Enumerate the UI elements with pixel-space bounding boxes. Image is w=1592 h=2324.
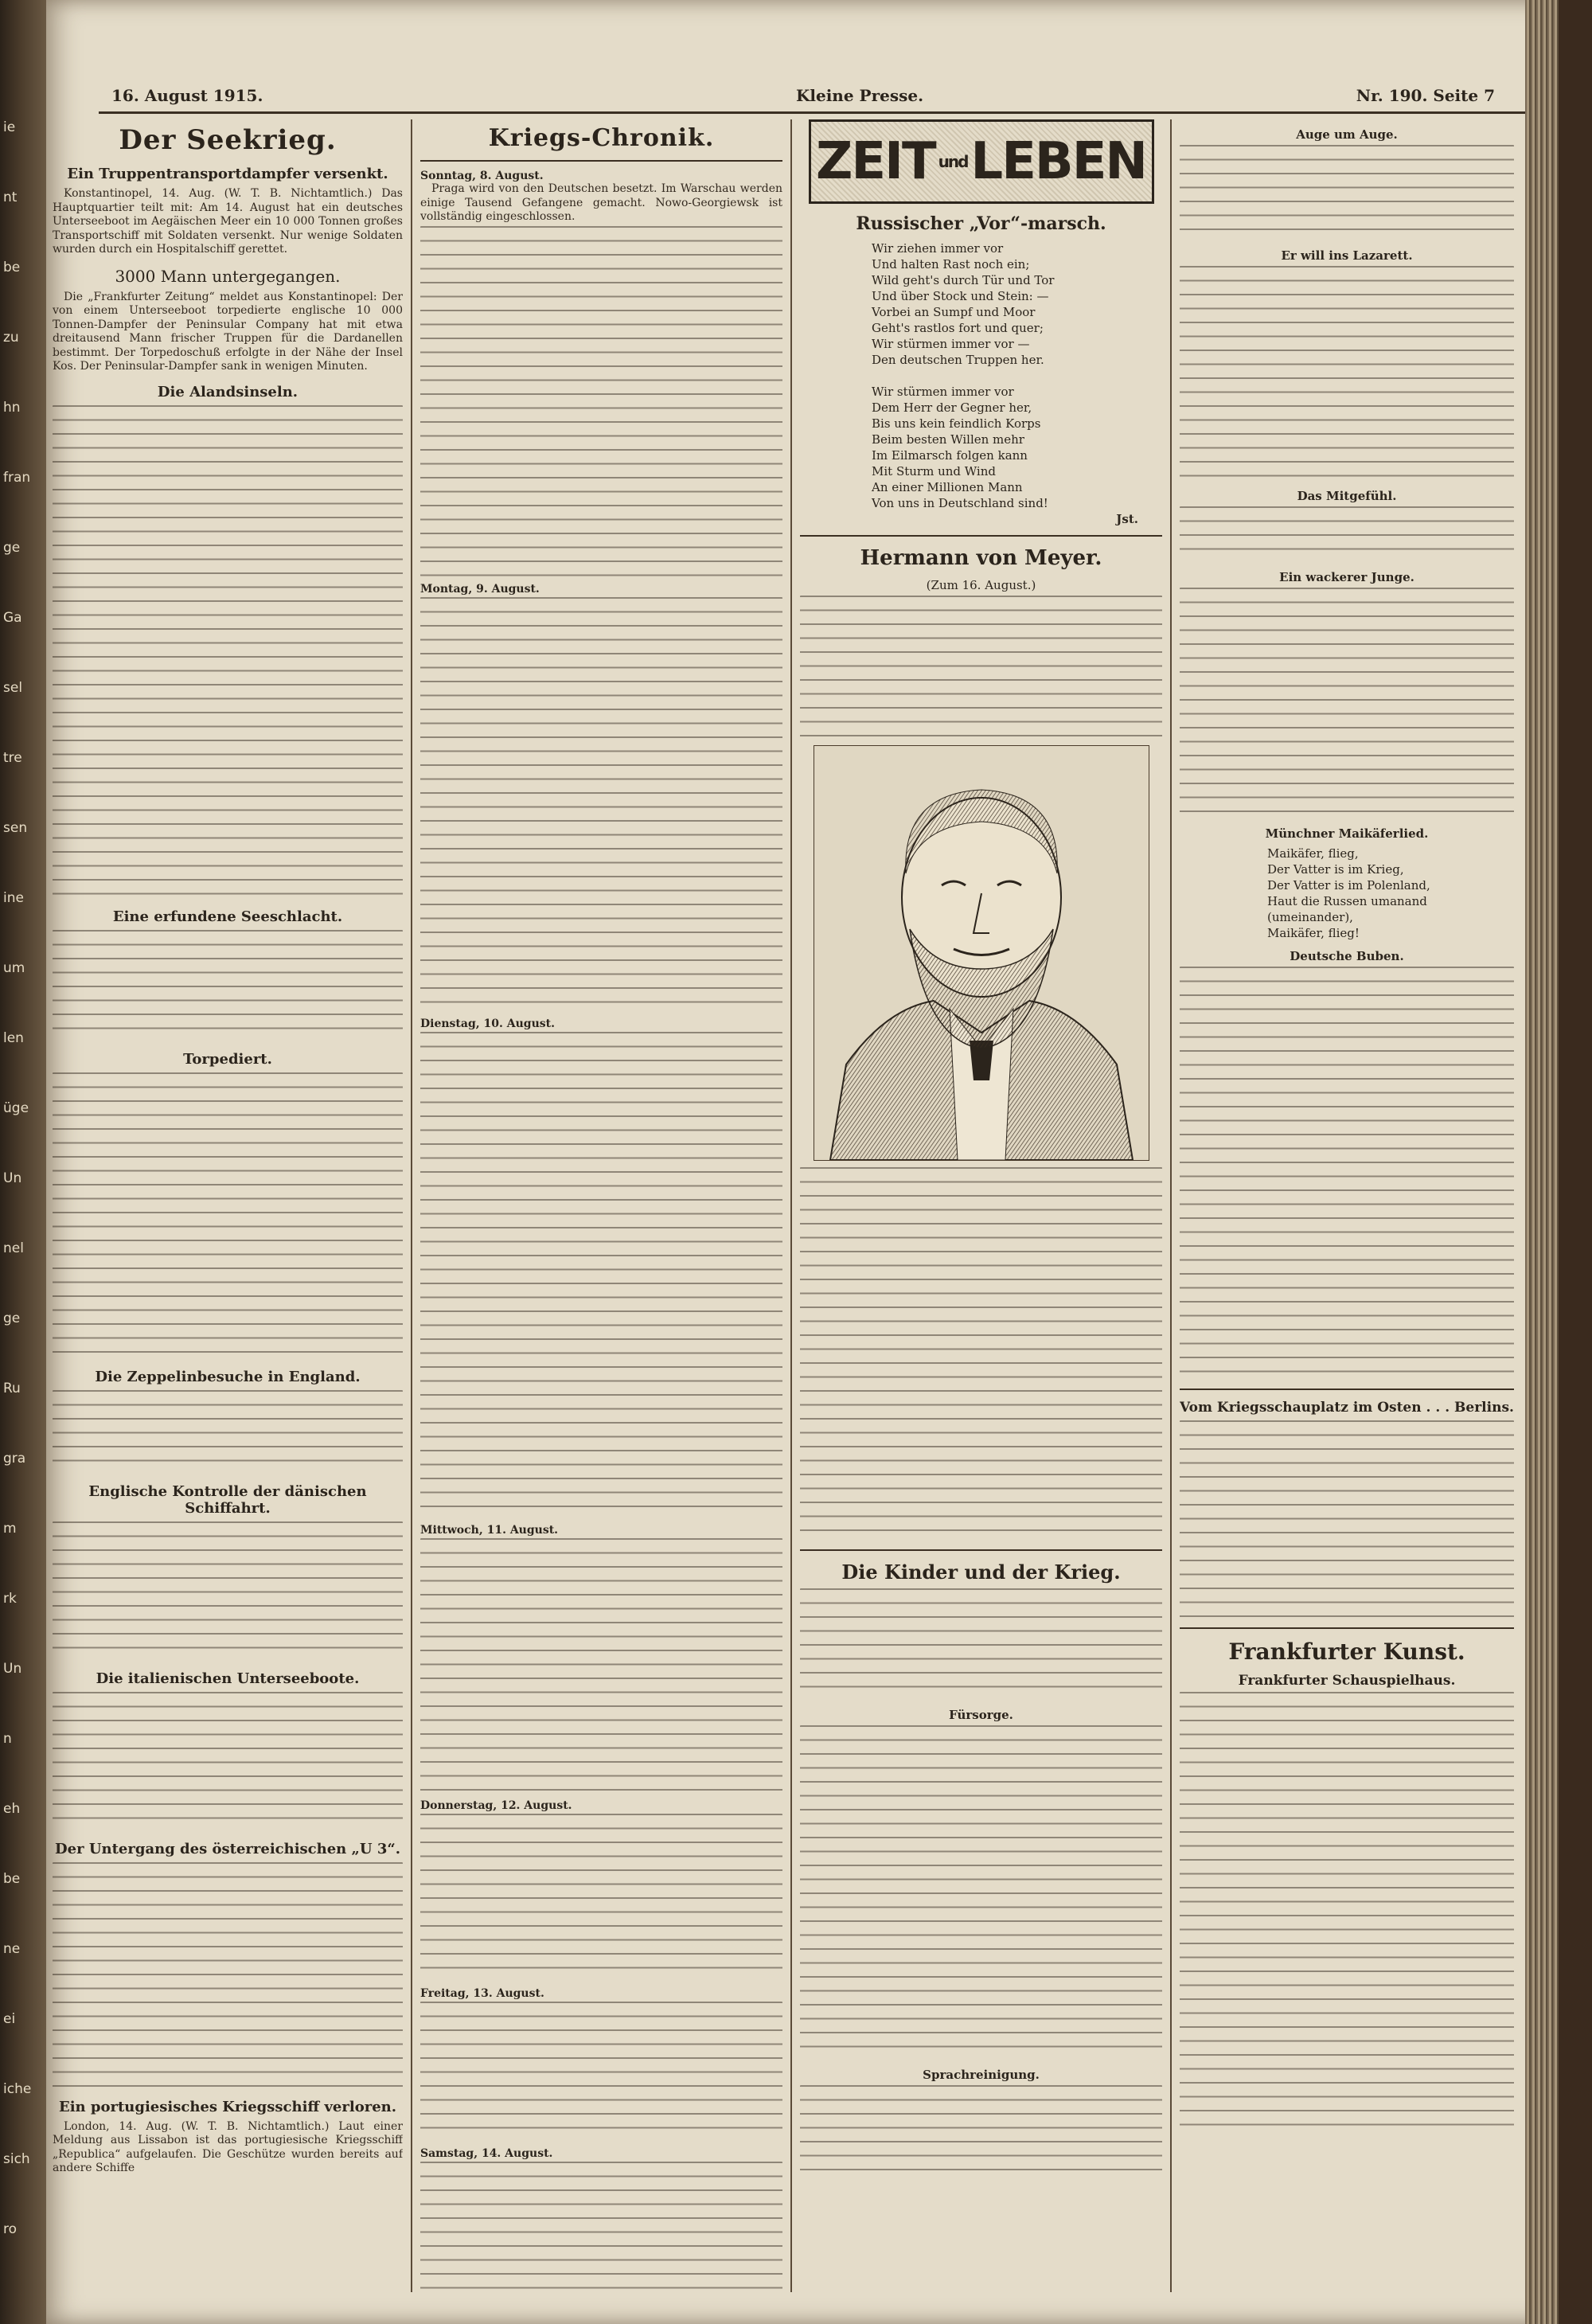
binding-text-fragment: ie: [3, 119, 16, 135]
poem-line: Geht's rastlos fort und quer;: [872, 321, 1044, 335]
binding-text-fragment: ine: [3, 890, 24, 906]
poem-line: Wir stürmen immer vor —: [872, 337, 1030, 351]
headline-torpediert: Torpediert.: [183, 1050, 272, 1068]
poem-line: Der Vatter is im Krieg,: [1267, 862, 1404, 877]
section-title-seekrieg: Der Seekrieg.: [119, 124, 337, 156]
headline-portugiesisches-kriegsschiff: Ein portugiesisches Kriegsschiff verloren.: [59, 2098, 396, 2115]
subhead-sprachreinigung: Sprachreinigung.: [923, 2068, 1040, 2082]
article-alandsinseln: [53, 405, 403, 899]
poem-line: Mit Sturm und Wind: [872, 464, 996, 478]
chronik-date-montag: Montag, 9. August.: [420, 582, 540, 596]
header-paper-name: Kleine Presse.: [796, 86, 924, 105]
page-header: [102, 80, 1527, 110]
article-lazarett: [1180, 266, 1514, 481]
section-title-kriegs-chronik: Kriegs-Chronik.: [488, 124, 715, 152]
column-feuilleton: [1180, 119, 1514, 2292]
headline-frankfurter-kunst: Frankfurter Kunst.: [1228, 1639, 1465, 1665]
headline-italienische-unterseeboote: Die italienischen Unterseeboote.: [96, 1670, 360, 1687]
chronik-date-sonntag: Sonntag, 8. August.: [420, 170, 544, 182]
poem-line: Den deutschen Truppen her.: [872, 353, 1044, 367]
chronik-entries-dienstag: [420, 1032, 782, 1517]
poem-line: Und halten Rast noch ein;: [872, 257, 1030, 271]
poem-line: Vorbei an Sumpf und Moor: [872, 305, 1036, 319]
section-rule: [1180, 1389, 1514, 1390]
poem-line: Wild geht's durch Tür und Tor: [872, 273, 1055, 287]
poem-title-vor-marsch: Russischer „Vor“-marsch.: [856, 213, 1106, 234]
article-kriegsschauplatz-osten: [1180, 1420, 1514, 1619]
subhead-maikaeferlied: Münchner Maikäferlied.: [1265, 826, 1429, 841]
binding-text-fragment: iche: [3, 2081, 32, 2097]
header-rule: [99, 111, 1532, 114]
section-rule: [1180, 1627, 1514, 1629]
portrait-drawing: [814, 746, 1149, 1160]
binding-text-fragment: be: [3, 1871, 21, 1887]
binding-text-fragment: Un: [3, 1661, 22, 1677]
poem-line: Bis uns kein feindlich Korps: [872, 416, 1041, 431]
headline-truppentransport: Ein Truppentransportdampfer versenkt.: [67, 166, 388, 182]
subheadline-schauspielhaus: Frankfurter Schauspielhaus.: [1238, 1673, 1456, 1689]
masthead-word-zeit: ZEIT: [816, 132, 935, 191]
header-date: 16. August 1915.: [111, 86, 263, 105]
headline-3000-mann: 3000 Mann untergegangen.: [115, 266, 341, 286]
column-seekrieg: [53, 119, 403, 2292]
poem-line: Von uns in Deutschland sind!: [872, 496, 1048, 510]
binding-text-fragment: ge: [3, 540, 21, 556]
column-divider: [1170, 119, 1172, 2292]
column-divider: [790, 119, 792, 2292]
article-kinder-und-krieg-intro: [800, 1588, 1162, 1700]
headline-kinder-und-krieg: Die Kinder und der Krieg.: [841, 1560, 1121, 1584]
chronik-date-freitag: Freitag, 13. August.: [420, 1986, 544, 2000]
poem-line: Maikäfer, flieg!: [1267, 926, 1360, 940]
binding-text-fragment: ei: [3, 2011, 16, 2027]
article-auge-um-auge: [1180, 145, 1514, 240]
binding-text-fragment: rk: [3, 1591, 17, 1607]
headline-alandsinseln: Die Alandsinseln.: [157, 383, 298, 400]
subhead-wackerer-junge: Ein wackerer Junge.: [1279, 570, 1414, 584]
article-englische-kontrolle: [53, 1521, 403, 1661]
poem-line: Wir ziehen immer vor: [872, 241, 1004, 256]
column-kriegs-chronik: [420, 119, 782, 2292]
binding-text-fragment: m: [3, 1521, 17, 1537]
poem-line: Dem Herr der Gegner her,: [872, 400, 1032, 415]
binding-text-fragment: um: [3, 960, 25, 976]
headline-erfundene-seeschlacht: Eine erfundene Seeschlacht.: [112, 908, 343, 925]
section-rule: [420, 160, 782, 162]
newspaper-page: [46, 0, 1559, 2324]
article-wackerer-junge: [1180, 588, 1514, 818]
poem-line: Und über Stock und Stein: —: [872, 289, 1049, 303]
subhead-lazarett: Er will ins Lazarett.: [1281, 248, 1413, 263]
binding-text-fragment: Ru: [3, 1381, 21, 1396]
binding-text-fragment: zu: [3, 330, 19, 346]
binding-text-fragment: eh: [3, 1801, 21, 1817]
binding-text-fragment: fran: [3, 470, 31, 486]
headline-kriegsschauplatz-osten: Vom Kriegsschauplatz im Osten . . . Berlins.: [1180, 1400, 1514, 1416]
masthead-zeit-und-leben: [809, 119, 1154, 204]
subhead-fuersorge: Fürsorge.: [949, 1708, 1013, 1722]
headline-hermann-von-meyer: Hermann von Meyer.: [860, 546, 1102, 570]
article-untergang-u3: [53, 1862, 403, 2089]
poem-line: Im Eilmarsch folgen kann: [872, 448, 1028, 463]
chronik-date-dienstag: Dienstag, 10. August.: [420, 1017, 555, 1030]
chronik-date-mittwoch: Mittwoch, 11. August.: [420, 1523, 559, 1537]
book-binding: [0, 0, 46, 2324]
poem-line: Beim besten Willen mehr: [872, 432, 1024, 447]
book-page-edges: [1525, 0, 1559, 2324]
headline-englische-kontrolle: Englische Kontrolle der dänischen Schiffahrt.: [88, 1482, 367, 1517]
binding-text-fragment: tre: [3, 750, 22, 766]
portrait-hermann-von-meyer: [814, 745, 1149, 1161]
binding-text-fragment: n: [3, 1731, 12, 1747]
article-deutsche-buben: [1180, 967, 1514, 1381]
binding-text-fragment: ge: [3, 1310, 21, 1326]
article-kinder-und-krieg-body: [800, 1725, 1162, 2060]
subhead-deutsche-buben: Deutsche Buben.: [1290, 949, 1404, 963]
column-divider: [411, 119, 412, 2292]
poem-signature: Jst.: [1116, 512, 1138, 526]
binding-text-fragment: sich: [3, 2151, 30, 2167]
chronik-date-donnerstag: Donnerstag, 12. August.: [420, 1799, 572, 1812]
masthead-word-und: und: [938, 152, 968, 171]
article-erfundene-seeschlacht: [53, 930, 403, 1041]
article-hermann-von-meyer-intro: [800, 596, 1162, 739]
binding-text-fragment: gra: [3, 1451, 26, 1467]
article-sprachreinigung: [800, 2085, 1162, 2181]
binding-text-fragment: sen: [3, 820, 28, 836]
binding-text-fragment: üge: [3, 1100, 29, 1116]
binding-text-fragment: nt: [3, 189, 18, 205]
chronik-entries-donnerstag: [420, 1814, 782, 1981]
binding-text-fragment: hn: [3, 400, 21, 416]
chronik-entries-mittwoch: [420, 1538, 782, 1793]
article-3000-mann: Die „Frankfurter Zeitung“ meldet aus Konstantinopel: Der von einem Unterseeboot torpedierte englische 10 000 Tonnen-Dampfer der Peninsular Company hat mit etwa dreitausend Mann frischer Truppen für die Dardanellen bestimmt. Der Torpedoschuß erfolgte in der Nähe der Insel Kos. Der Peninsular-Dampfer sank in wenigen Minuten.: [53, 290, 403, 373]
binding-text-fragment: Un: [3, 1170, 22, 1186]
poem-line: [872, 368, 1162, 384]
column-zeit-und-leben: [800, 119, 1162, 2292]
chronik-date-samstag: Samstag, 14. August.: [420, 2146, 553, 2160]
chronik-entries-montag: [420, 597, 782, 1011]
chronik-entries-samstag: [420, 2162, 782, 2293]
binding-text-fragment: nel: [3, 1240, 24, 1256]
poem-line: An einer Millionen Mann: [872, 480, 1023, 494]
article-zeppelinbesuche: [53, 1390, 403, 1474]
headline-zeppelinbesuche: Die Zeppelinbesuche in England.: [95, 1368, 361, 1385]
binding-text-fragment: be: [3, 260, 21, 275]
section-rule: [800, 535, 1162, 537]
poem-line: Der Vatter is im Polenland,: [1267, 878, 1430, 892]
article-hermann-von-meyer-body: [800, 1167, 1162, 1541]
article-truppentransport: Konstantinopel, 14. Aug. (W. T. B. Nichtamtlich.) Das Hauptquartier teilt mit: Am 14. August hat ein deutsches Unterseeboot im Aegäischen Meer ein 10 000 Tonnen großes Transportschiff mit Soldaten versenkt. Nur wenige Soldaten wurden durch ein Hospitalschiff gerettet.: [53, 187, 403, 256]
article-portugiesisches-kriegsschiff: London, 14. Aug. (W. T. B. Nichtamtlich.) Laut einer Meldung aus Lissabon ist das portugiesische Kriegsschiff „Republica“ aufgelaufen. Die Geschütze wurden bereits auf andere Schiffe: [53, 2119, 403, 2174]
headline-untergang-u3: Der Untergang des österreichischen „U 3“.: [55, 1840, 400, 1857]
article-italienische-unterseeboote: [53, 1692, 403, 1831]
header-page-number: Nr. 190. Seite 7: [1356, 86, 1495, 105]
subhead-auge-um-auge: Auge um Auge.: [1296, 127, 1398, 142]
binding-text-fragment: ro: [3, 2221, 18, 2237]
poem-line: Maikäfer, flieg,: [1267, 846, 1359, 861]
poem-line: Wir stürmen immer vor: [872, 385, 1014, 399]
article-torpediert: [53, 1072, 403, 1359]
binding-text-fragment: sel: [3, 680, 23, 696]
subheadline-zum-16-august: (Zum 16. August.): [926, 578, 1036, 592]
article-mitgefuehl: [1180, 506, 1514, 562]
binding-text-fragment: len: [3, 1030, 24, 1046]
chronik-entries-freitag: [420, 2002, 782, 2141]
chronik-entries-sonntag: [420, 226, 782, 576]
binding-text-fragment: ne: [3, 1941, 21, 1957]
article-frankfurter-schauspielhaus: [1180, 1692, 1514, 2138]
chronik-entry-sonntag: Praga wird von den Deutschen besetzt. Im Warschau werden einige Tausend Gefangene gemacht. Nowo-Georgiewsk ist vollständig eingeschlossen.: [420, 182, 782, 223]
section-rule: [800, 1549, 1162, 1551]
poem-vor-marsch: [800, 240, 1162, 527]
poem-line: Haut die Russen umanand (umeinander),: [1267, 894, 1427, 924]
subhead-mitgefuehl: Das Mitgefühl.: [1297, 489, 1397, 503]
masthead-word-leben: LEBEN: [970, 132, 1146, 191]
binding-text-fragment: Ga: [3, 610, 22, 626]
poem-maikaeferlied: [1180, 846, 1514, 941]
